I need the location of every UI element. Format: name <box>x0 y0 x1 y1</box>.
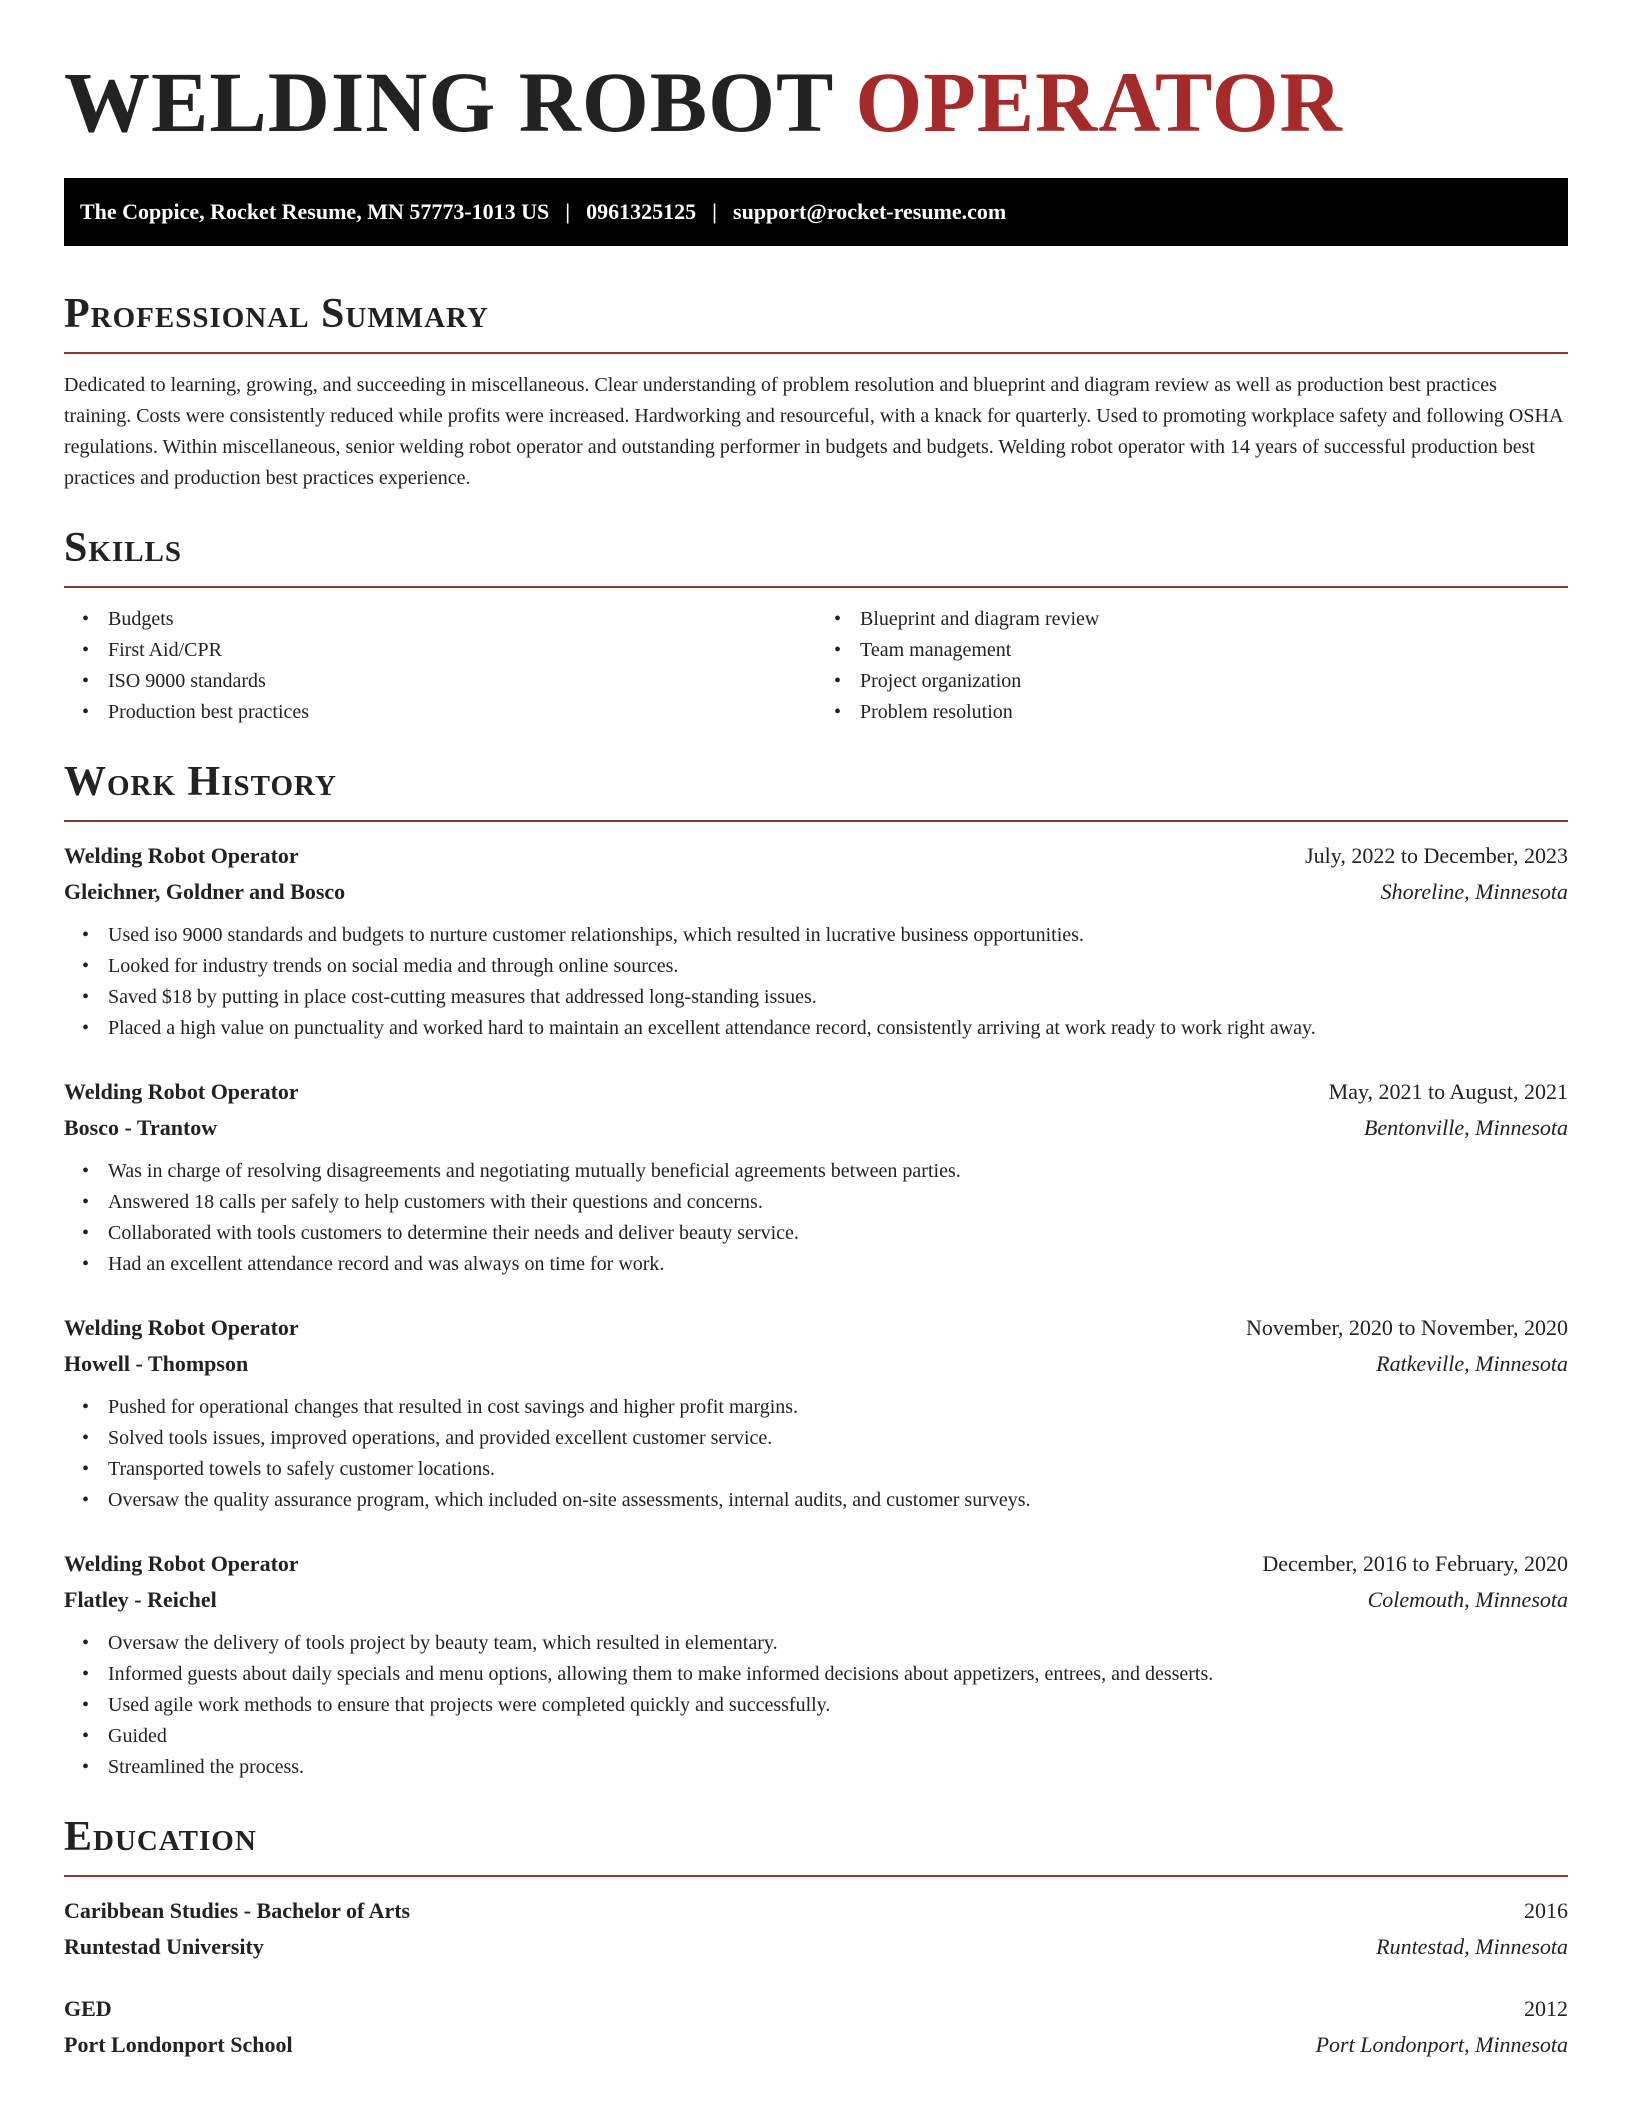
job-dates: November, 2020 to November, 2020 <box>1245 1315 1568 1340</box>
contact-bar <box>64 178 1568 246</box>
job-dates: July, 2022 to December, 2023 <box>1305 843 1568 868</box>
skill-item: • Project organization <box>860 666 1568 697</box>
section-divider <box>64 352 1568 354</box>
name-first: WELDING ROBOT <box>64 54 833 150</box>
summary-text: Dedicated to learning, growing, and succeeding in miscellaneous. Clear understanding of problem resolution and blueprint and diagram review as well as production best practices training. Costs were consistently reduced while profits were increased. Hardworking and resourceful, with a knack for quarterly. Used to promoting workplace safety and following OSHA regulations. Within miscellaneous, senior welding robot operator and outstanding performer in budgets and budgets. Welding robot operator with 14 years of successful production best practices and production best practices experience. <box>64 374 1563 489</box>
contact-phone: 0961325125 <box>586 199 697 224</box>
job-location: Ratkeville, Minnesota <box>1376 1351 1568 1376</box>
job-bullets <box>64 1156 1568 1280</box>
section-title-work-history: Work History <box>64 759 337 805</box>
skill-item: • Production best practices <box>108 697 816 728</box>
job-bullet: • Pushed for operational changes that resulted in cost savings and higher profit margins. <box>108 1392 1568 1423</box>
job-title: Welding Robot Operator <box>64 843 299 868</box>
section-divider <box>64 820 1568 822</box>
education-location: Runtestad, Minnesota <box>1376 1934 1568 1959</box>
job-dates: December, 2016 to February, 2020 <box>1262 1551 1568 1576</box>
skill-item: • Budgets <box>108 604 816 635</box>
job-dates: May, 2021 to August, 2021 <box>1328 1079 1568 1104</box>
education-year: 2012 <box>1524 1996 1568 2021</box>
skill-item: • First Aid/CPR <box>108 635 816 666</box>
section-divider <box>64 586 1568 588</box>
skills-column-left <box>64 604 816 728</box>
job-location: Shoreline, Minnesota <box>1380 879 1568 904</box>
job-bullets <box>64 920 1568 1044</box>
skills-section <box>64 524 1568 728</box>
job-entry <box>64 838 1568 1044</box>
job-location: Colemouth, Minnesota <box>1367 1587 1568 1612</box>
job-bullets <box>64 1392 1568 1516</box>
job-entry <box>64 1546 1568 1783</box>
name-last: OPERATOR <box>855 54 1343 150</box>
section-title-summary: Professional Summary <box>64 291 489 337</box>
job-company: Flatley - Reichel <box>64 1587 217 1612</box>
skills-column-right <box>816 604 1568 728</box>
education-year: 2016 <box>1524 1898 1568 1923</box>
job-company: Gleichner, Goldner and Bosco <box>64 879 346 904</box>
job-title: Welding Robot Operator <box>64 1315 299 1340</box>
resume-page <box>64 0 1568 2063</box>
education-entry <box>64 1893 1568 1965</box>
job-bullet: • Solved tools issues, improved operations, and provided excellent customer service. <box>108 1423 1568 1454</box>
name-heading <box>64 52 1568 152</box>
education-location: Port Londonport, Minnesota <box>1315 2032 1568 2057</box>
work-history-section <box>64 758 1568 1783</box>
job-bullet: • Was in charge of resolving disagreements and negotiating mutually beneficial agreements between parties. <box>108 1156 1568 1187</box>
skill-item: • Problem resolution <box>860 697 1568 728</box>
job-bullet: • Placed a high value on punctuality and worked hard to maintain an excellent attendance record, consistently arriving at work ready to work right away. <box>108 1013 1568 1044</box>
job-bullet: • Guided <box>108 1721 1568 1752</box>
education-degree: GED <box>64 1996 112 2021</box>
job-bullet: • Collaborated with tools customers to determine their needs and deliver beauty service. <box>108 1218 1568 1249</box>
contact-separator: | <box>565 199 571 224</box>
section-divider <box>64 1875 1568 1877</box>
contact-email[interactable]: support@rocket-resume.com <box>733 199 1007 224</box>
job-bullet: • Used iso 9000 standards and budgets to nurture customer relationships, which resulted in lucrative business opportunities. <box>108 920 1568 951</box>
education-school: Port Londonport School <box>64 2032 293 2057</box>
job-title: Welding Robot Operator <box>64 1079 299 1104</box>
job-title: Welding Robot Operator <box>64 1551 299 1576</box>
job-bullet: • Had an excellent attendance record and was always on time for work. <box>108 1249 1568 1280</box>
contact-address: The Coppice, Rocket Resume, MN 57773-1013 US <box>80 199 550 224</box>
summary-section <box>64 290 1568 494</box>
education-degree: Caribbean Studies - Bachelor of Arts <box>64 1898 411 1923</box>
job-entry <box>64 1074 1568 1280</box>
job-bullets <box>64 1628 1568 1783</box>
section-title-skills: Skills <box>64 525 183 571</box>
job-bullet: • Oversaw the quality assurance program, which included on-site assessments, internal audits, and customer surveys. <box>108 1485 1568 1516</box>
skill-item: • Team management <box>860 635 1568 666</box>
job-bullet: • Informed guests about daily specials and menu options, allowing them to make informed decisions about appetizers, entrees, and desserts. <box>108 1659 1568 1690</box>
job-entry <box>64 1310 1568 1516</box>
job-bullet: • Saved $18 by putting in place cost-cutting measures that addressed long-standing issues. <box>108 982 1568 1013</box>
job-bullet: • Used agile work methods to ensure that projects were completed quickly and successfully. <box>108 1690 1568 1721</box>
skills-grid <box>64 604 1568 728</box>
job-bullet: • Looked for industry trends on social media and through online sources. <box>108 951 1568 982</box>
education-entry <box>64 1991 1568 2063</box>
job-bullet: • Streamlined the process. <box>108 1752 1568 1783</box>
education-section <box>64 1813 1568 2063</box>
job-company: Bosco - Trantow <box>64 1115 218 1140</box>
section-title-education: Education <box>64 1814 257 1860</box>
education-school: Runtestad University <box>64 1934 264 1959</box>
job-location: Bentonville, Minnesota <box>1363 1115 1568 1140</box>
job-bullet: • Answered 18 calls per safely to help customers with their questions and concerns. <box>108 1187 1568 1218</box>
skill-item: • ISO 9000 standards <box>108 666 816 697</box>
job-company: Howell - Thompson <box>64 1351 249 1376</box>
job-bullet: • Transported towels to safely customer locations. <box>108 1454 1568 1485</box>
contact-separator: | <box>712 199 718 224</box>
job-bullet: • Oversaw the delivery of tools project by beauty team, which resulted in elementary. <box>108 1628 1568 1659</box>
skill-item: • Blueprint and diagram review <box>860 604 1568 635</box>
